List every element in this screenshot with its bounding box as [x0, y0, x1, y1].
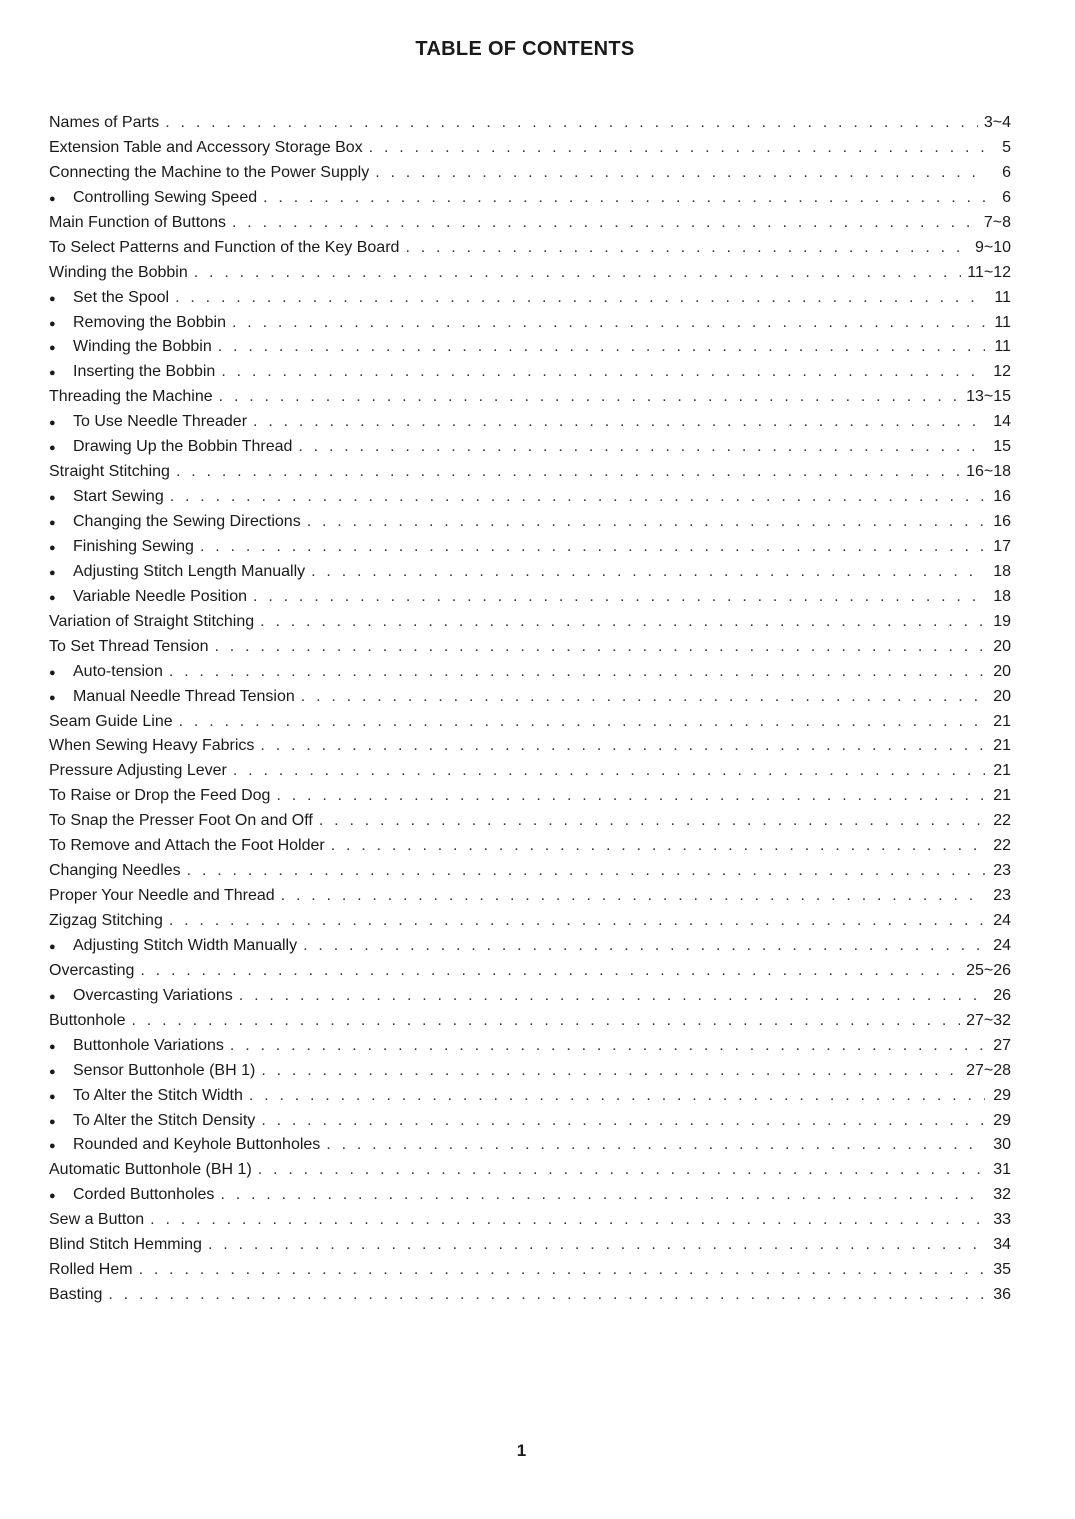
toc-entry-page: 17 [993, 537, 1011, 555]
bullet-icon: ● [49, 1065, 56, 1078]
toc-entry-page: 34 [993, 1236, 1011, 1254]
toc-entry [49, 460, 1011, 485]
toc-entry-page: 6 [1002, 163, 1011, 181]
toc-entry-label: Zigzag Stitching [49, 912, 163, 929]
toc-entry-label: Buttonhole [49, 1011, 126, 1029]
toc-subentry [49, 360, 1011, 385]
toc-entry-label: To Alter the Stitch Width [73, 1086, 243, 1104]
toc-subentry [49, 560, 1011, 585]
toc-entry [49, 859, 1011, 884]
toc-entry-label: To Select Patterns and Function of the Key Board [49, 238, 400, 256]
toc-entry-label: Corded Buttonholes [73, 1186, 215, 1204]
dot-leader [319, 809, 985, 834]
toc-subentry [49, 685, 1011, 710]
toc-entry [49, 734, 1011, 759]
dot-leader [169, 909, 985, 934]
toc-entry [49, 834, 1011, 859]
toc-entry [49, 1233, 1011, 1258]
toc-entry-label: Sew a Button [49, 1211, 145, 1229]
toc-subentry [49, 984, 1011, 1009]
toc-entry [49, 784, 1011, 809]
toc-entry-label: Drawing Up the Bobbin Thread [73, 438, 293, 456]
toc-entry-label: Adjusting Stitch Width Manually [73, 936, 298, 954]
dot-leader [215, 635, 985, 660]
toc-entry-label: Main Function of Buttons [49, 213, 226, 231]
toc-entry-label: To Set Thread Tension [49, 637, 209, 655]
toc-entry-label: Variable Needle Position [73, 587, 248, 605]
toc-entry-label: Manual Needle Thread Tension [73, 687, 295, 705]
bullet-icon: ● [49, 940, 56, 953]
toc-entry-label: Inserting the Bobbin [73, 363, 216, 381]
dot-leader [307, 510, 985, 535]
toc-entry [49, 1158, 1011, 1183]
toc-entry [49, 959, 1011, 984]
toc-entry-page: 26 [993, 986, 1011, 1004]
toc-entry-label: Sensor Buttonhole (BH 1) [73, 1061, 256, 1079]
toc-entry-page: 32 [993, 1186, 1011, 1204]
toc-subentry [49, 286, 1011, 311]
toc-entry-page: 6 [1002, 188, 1011, 206]
toc-entry [49, 161, 1011, 186]
bullet-icon: ● [49, 1090, 56, 1103]
toc-subentry [49, 585, 1011, 610]
toc-entry-page: 23 [993, 862, 1011, 880]
toc-entry-page: 12 [993, 363, 1011, 381]
toc-entry-page: 24 [993, 936, 1011, 954]
page-title: TABLE OF CONTENTS [415, 38, 635, 60]
bullet-icon: ● [49, 192, 56, 205]
toc-entry-label: Threading the Machine [49, 388, 213, 406]
toc-subentry [49, 335, 1011, 360]
dot-leader [233, 759, 985, 784]
toc-entry-page: 7~8 [983, 213, 1011, 231]
toc-entry-label: Overcasting Variations [73, 986, 233, 1004]
toc-entry-page: 31 [993, 1161, 1011, 1179]
toc-entry-page: 21 [993, 762, 1011, 780]
toc-entry-page: 25~26 [966, 961, 1011, 979]
toc-entry-label: Buttonhole Variations [73, 1036, 224, 1054]
toc-subentry [49, 1034, 1011, 1059]
toc-entry [49, 1283, 1011, 1308]
page-number: 1 [516, 1441, 527, 1460]
toc-entry-page: 27~28 [966, 1061, 1011, 1079]
toc-entry-label: Rolled Hem [49, 1261, 133, 1279]
toc-entry-label: Start Sewing [73, 488, 164, 506]
toc-entry-page: 20 [993, 662, 1011, 680]
toc-entry [49, 1208, 1011, 1233]
dot-leader [369, 136, 985, 161]
dot-leader [331, 834, 985, 859]
dot-leader [298, 435, 985, 460]
bullet-icon: ● [49, 566, 56, 579]
bullet-icon: ● [49, 417, 56, 430]
dot-leader [187, 859, 985, 884]
toc-entry-label: Set the Spool [73, 288, 170, 306]
toc-entry-page: 9~10 [974, 238, 1011, 256]
toc-subentry [49, 1133, 1011, 1158]
dot-leader [176, 460, 960, 485]
toc-subentry [49, 535, 1011, 560]
toc-entry [49, 136, 1011, 161]
toc-entry-page: 19 [993, 612, 1011, 630]
bullet-icon: ● [49, 1040, 56, 1053]
toc-entry-label: Extension Table and Accessory Storage Box [49, 138, 363, 156]
toc-entry [49, 610, 1011, 635]
bullet-icon: ● [49, 492, 56, 505]
dot-leader [281, 884, 985, 909]
toc-entry-page: 36 [993, 1286, 1011, 1304]
dot-leader [208, 1233, 985, 1258]
toc-subentry [49, 1084, 1011, 1109]
toc-entry-label: When Sewing Heavy Fabrics [49, 737, 255, 755]
toc-entry [49, 909, 1011, 934]
toc-entry-page: 21 [993, 712, 1011, 730]
dot-leader [132, 1009, 961, 1034]
toc-entry-label: Overcasting [49, 961, 135, 979]
dot-leader [219, 385, 960, 410]
bullet-icon: ● [49, 1115, 56, 1128]
toc-entry-label: Controlling Sewing Speed [73, 188, 258, 206]
dot-leader [220, 1183, 985, 1208]
toc-entry-page: 30 [993, 1136, 1011, 1154]
dot-leader [261, 1109, 985, 1134]
toc-entry-label: Changing the Sewing Directions [73, 513, 301, 530]
toc-entry-label: To Use Needle Threader [73, 413, 248, 431]
toc-entry-page: 22 [993, 812, 1011, 830]
dot-leader [249, 1084, 985, 1109]
bullet-icon: ● [49, 691, 56, 704]
toc-entry-page: 20 [993, 687, 1011, 705]
dot-leader [194, 261, 961, 286]
toc-entry-label: Connecting the Machine to the Power Supply [49, 163, 370, 181]
dot-leader [108, 1283, 985, 1308]
toc-subentry [49, 311, 1011, 336]
toc-subentry [49, 660, 1011, 685]
toc-entry [49, 211, 1011, 236]
toc-entry-label: To Remove and Attach the Foot Holder [49, 837, 325, 855]
dot-leader [221, 360, 985, 385]
toc-entry-page: 33 [993, 1211, 1011, 1229]
dot-leader [218, 335, 985, 360]
bullet-icon: ● [49, 1140, 56, 1153]
dot-leader [253, 585, 985, 610]
dot-leader [170, 485, 985, 510]
bullet-icon: ● [49, 342, 56, 355]
toc-entry [49, 635, 1011, 660]
toc-subentry [49, 410, 1011, 435]
toc-entry-label: Blind Stitch Hemming [49, 1236, 202, 1254]
bullet-icon: ● [49, 990, 56, 1003]
toc-entry-page: 16 [993, 513, 1011, 530]
toc-entry-label: Automatic Buttonhole (BH 1) [49, 1161, 252, 1179]
toc-entry-label: Finishing Sewing [73, 537, 194, 555]
toc-entry-page: 3~4 [983, 114, 1011, 131]
toc-entry-page: 16~18 [966, 463, 1011, 481]
bullet-icon: ● [49, 666, 56, 679]
toc-entry-label: Names of Parts [49, 114, 160, 131]
bullet-icon: ● [49, 1190, 56, 1203]
dot-leader [303, 934, 985, 959]
toc-entry-label: Basting [49, 1286, 103, 1304]
bullet-icon: ● [49, 541, 56, 554]
table-of-contents [49, 111, 1011, 1308]
toc-entry-page: 14 [993, 413, 1011, 431]
toc-subentry [49, 1059, 1011, 1084]
bullet-icon: ● [49, 442, 56, 455]
toc-entry [49, 759, 1011, 784]
toc-entry-page: 20 [993, 637, 1011, 655]
toc-entry [49, 809, 1011, 834]
dot-leader [311, 560, 985, 585]
toc-entry-page: 11 [994, 338, 1011, 356]
dot-leader [260, 610, 985, 635]
bullet-icon: ● [49, 367, 56, 380]
toc-entry-page: 29 [993, 1086, 1011, 1104]
dot-leader [232, 311, 985, 336]
dot-leader [200, 535, 985, 560]
toc-entry-label: Variation of Straight Stitching [49, 612, 255, 630]
toc-entry-page: 11 [994, 288, 1011, 306]
dot-leader [253, 410, 985, 435]
toc-entry-label: Winding the Bobbin [49, 263, 188, 281]
dot-leader [326, 1133, 985, 1158]
dot-leader [276, 784, 985, 809]
toc-entry [49, 385, 1011, 410]
toc-entry-page: 23 [993, 887, 1011, 905]
toc-entry [49, 111, 1011, 136]
toc-entry-label: Pressure Adjusting Lever [49, 762, 227, 780]
toc-subentry [49, 934, 1011, 959]
toc-entry-label: Adjusting Stitch Length Manually [73, 562, 306, 580]
dot-leader [375, 161, 985, 186]
toc-entry [49, 236, 1011, 261]
toc-entry-page: 24 [993, 912, 1011, 929]
toc-subentry [49, 435, 1011, 460]
dot-leader [230, 1034, 985, 1059]
toc-entry-page: 15 [993, 438, 1011, 456]
toc-subentry [49, 510, 1011, 535]
toc-entry [49, 1009, 1011, 1034]
bullet-icon: ● [49, 517, 56, 529]
dot-leader [150, 1208, 985, 1233]
toc-entry-label: Changing Needles [49, 862, 181, 880]
dot-leader [175, 286, 985, 311]
toc-entry-label: Proper Your Needle and Thread [49, 887, 275, 905]
toc-subentry [49, 485, 1011, 510]
toc-entry-label: Removing the Bobbin [73, 313, 226, 331]
dot-leader [405, 236, 969, 261]
toc-entry [49, 261, 1011, 286]
toc-entry-page: 18 [993, 562, 1011, 580]
dot-leader [179, 710, 985, 735]
bullet-icon: ● [49, 292, 56, 305]
toc-subentry [49, 186, 1011, 211]
toc-entry-page: 27~32 [966, 1011, 1011, 1029]
toc-entry-page: 16 [993, 488, 1011, 506]
dot-leader [261, 1059, 960, 1084]
toc-entry-label: Rounded and Keyhole Buttonholes [73, 1136, 321, 1154]
dot-leader [140, 959, 960, 984]
toc-entry-page: 21 [993, 737, 1011, 755]
dot-leader [260, 734, 985, 759]
dot-leader [301, 685, 985, 710]
toc-entry-page: 5 [1002, 138, 1011, 156]
dot-leader [239, 984, 985, 1009]
toc-entry-page: 27 [993, 1036, 1011, 1054]
dot-leader [139, 1258, 985, 1283]
toc-entry [49, 884, 1011, 909]
dot-leader [258, 1158, 985, 1183]
dot-leader [263, 186, 985, 211]
toc-entry-page: 13~15 [966, 388, 1011, 406]
toc-entry-label: Straight Stitching [49, 463, 170, 481]
toc-entry-page: 18 [993, 587, 1011, 605]
toc-entry-label: To Snap the Presser Foot On and Off [49, 812, 313, 830]
bullet-icon: ● [49, 317, 56, 330]
toc-entry-label: Auto-tension [73, 662, 163, 680]
toc-entry-page: 11 [994, 313, 1011, 331]
toc-entry-label: Winding the Bobbin [73, 338, 212, 356]
toc-entry-page: 29 [993, 1111, 1011, 1129]
toc-entry [49, 710, 1011, 735]
toc-subentry [49, 1183, 1011, 1208]
toc-entry-label: To Alter the Stitch Density [73, 1111, 256, 1129]
bullet-icon: ● [49, 591, 56, 604]
toc-entry-page: 22 [993, 837, 1011, 855]
dot-leader [169, 660, 985, 685]
toc-entry-label: To Raise or Drop the Feed Dog [49, 787, 271, 805]
dot-leader [232, 211, 978, 236]
toc-entry-page: 21 [993, 787, 1011, 805]
toc-subentry [49, 1109, 1011, 1134]
dot-leader [165, 111, 978, 136]
toc-entry-page: 35 [993, 1261, 1011, 1279]
toc-entry-page: 11~12 [967, 263, 1011, 281]
toc-entry-label: Seam Guide Line [49, 712, 173, 730]
toc-entry [49, 1258, 1011, 1283]
